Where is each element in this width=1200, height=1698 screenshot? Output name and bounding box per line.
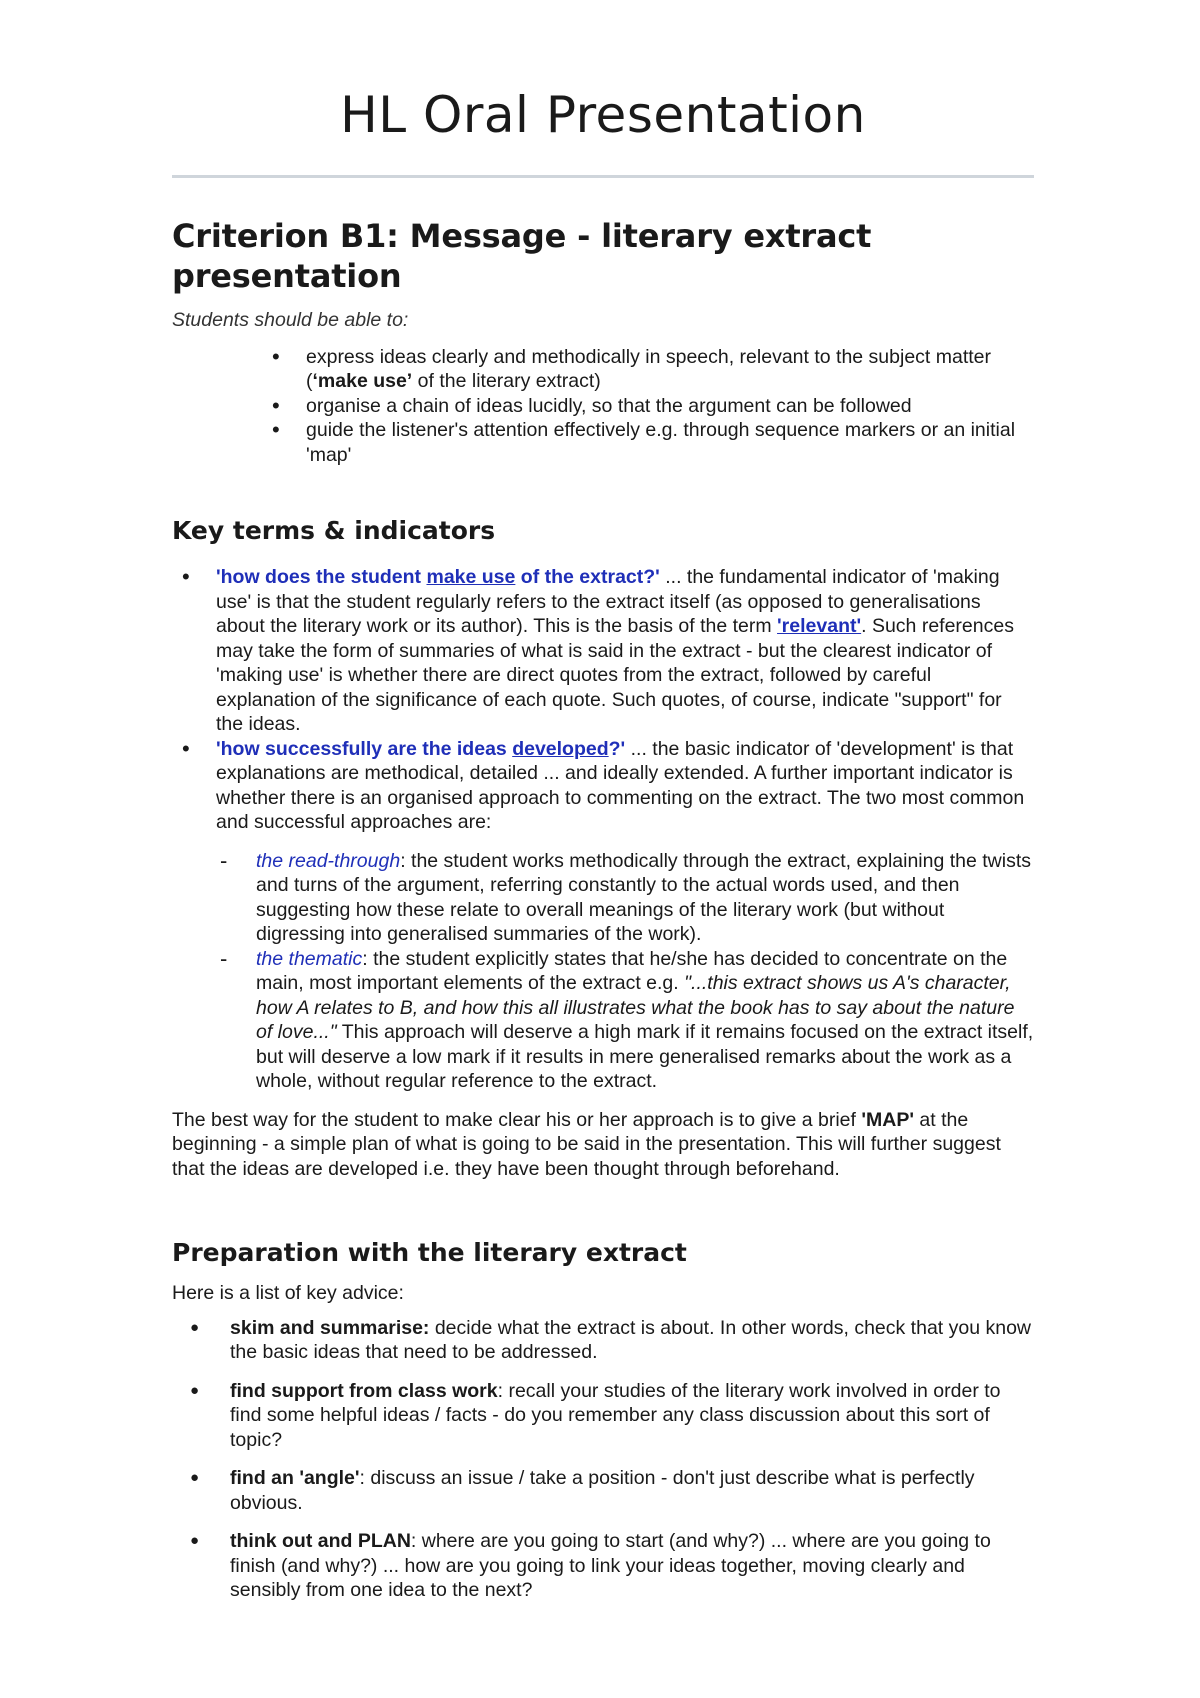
key-question [216, 738, 625, 760]
approach-text: This approach will deserve a high mark if it remains focused on the extract itself, but will deserve a low mark if it results in mere generalised remarks about the work as a whole, without regular reference to the extract. [256, 1021, 1034, 1092]
approach-item [256, 947, 1034, 1094]
key-term-item [216, 737, 1034, 1094]
criterion-intro: Students should be able to: [172, 309, 409, 331]
document-body [172, 216, 1034, 1617]
title-divider [172, 175, 1034, 178]
make-use-term: make use [426, 566, 516, 588]
key-question-text: 'how successfully are the ideas [216, 737, 513, 760]
approach-text: : the student explicitly states that he/she has decided to concentrate on the main, most important elements of the extract e.g. [256, 947, 1008, 994]
approach-text: : the student works methodically through the extract, explaining the twists and turns of the argument, referring constantly to the actual words used, and then suggesting how these relate to overall meanings of the literary work (but without digressing into generalised summaries of the work). [256, 849, 1032, 945]
criterion-heading: Criterion B1: Message - literary extract presentation [172, 217, 872, 295]
developed-term: developed [512, 737, 609, 760]
approach-item [256, 849, 1034, 947]
approaches-list [216, 849, 1034, 1094]
key-question-text: 'how does the student [216, 566, 427, 588]
make-use-emphasis: ‘make use’ [312, 370, 413, 392]
preparation-list [172, 1316, 1034, 1603]
advice-title: find an 'angle' [230, 1467, 360, 1489]
advice-text: : discuss an issue / take a position - don't just describe what is perfectly obvious. [230, 1467, 975, 1514]
criterion-item: • organise a chain of ideas lucidly, so that the argument can be followed [306, 394, 1034, 419]
key-term-item [216, 565, 1034, 737]
criterion-item [306, 345, 1034, 394]
advice-title: think out and PLAN [230, 1530, 411, 1552]
criterion-list [172, 345, 1034, 468]
advice-text: : where are you going to start (and why?) ... where are you going to finish (and why?) ... how are you going to link your ideas together, moving clearly and sensibly from one idea to the next? [230, 1530, 991, 1601]
key-term-body: ... the basic indicator of 'development' is that explanations are methodical, detailed ... and ideally extended. A further important indicator is whether there is an organised approach to commenting on the extract. The two most common and successful approaches are: [216, 737, 1025, 833]
advice-title: skim and summarise: [230, 1316, 430, 1339]
key-question-text: of the extract?' [515, 566, 660, 588]
relevant-term: 'relevant' [777, 615, 862, 637]
advice-item [230, 1466, 1034, 1515]
criterion-item-text: of the literary extract) [412, 370, 601, 392]
map-paragraph [172, 1108, 1034, 1182]
map-emphasis: 'MAP' [861, 1108, 914, 1131]
document-title: HL Oral Presentation [340, 86, 866, 144]
advice-text: decide what the extract is about. In other words, check that you know the basic ideas that need to be addressed. [230, 1316, 1031, 1363]
preparation-heading: Preparation with the literary extract [172, 1238, 687, 1267]
key-terms-heading: Key terms & indicators [172, 516, 496, 545]
approach-label: the read-through [256, 849, 401, 872]
preparation-intro: Here is a list of key advice: [172, 1282, 404, 1304]
approach-quote: "...this extract shows us A's character, how A relates to B, and how this all illustrates what the book has to say about the nature of love..." [256, 972, 1015, 1043]
map-paragraph-text: at the beginning - a simple plan of what is going to be said in the presentation. This will further suggest that the ideas are developed i.e. they have been thought through beforehand. [172, 1108, 1001, 1180]
advice-item [230, 1529, 1034, 1603]
approach-label: the thematic [256, 947, 363, 970]
key-terms-list [172, 565, 1034, 1094]
advice-item [230, 1379, 1034, 1453]
key-term-body: ... the fundamental indicator of 'making use' is that the student regularly refers to the extract itself (as opposed to generalisations about the literary work or its author). This is the basis of the term [216, 566, 1000, 637]
advice-item [230, 1316, 1034, 1365]
key-question-text: ?' [608, 737, 626, 760]
advice-title: find support from class work [230, 1379, 498, 1402]
key-term-body: . Such references may take the form of summaries of what is said in the extract - but the clearest indicator of 'making use' is whether there are direct quotes from the extract, followed by careful explanation of the significance of each quote. Such quotes, of course, indicate "support" for the ideas. [216, 615, 1014, 735]
criterion-item-text: express ideas clearly and methodically in speech, relevant to the subject matter ( [306, 345, 992, 392]
advice-text: : recall your studies of the literary work involved in order to find some helpful ideas / facts - do you remember any class discussion about this sort of topic? [230, 1379, 1001, 1451]
criterion-item: • guide the listener's attention effectively e.g. through sequence markers or an initial 'map' [306, 418, 1034, 467]
map-paragraph-text: The best way for the student to make clear his or her approach is to give a brief [172, 1108, 862, 1131]
key-question [216, 566, 660, 588]
